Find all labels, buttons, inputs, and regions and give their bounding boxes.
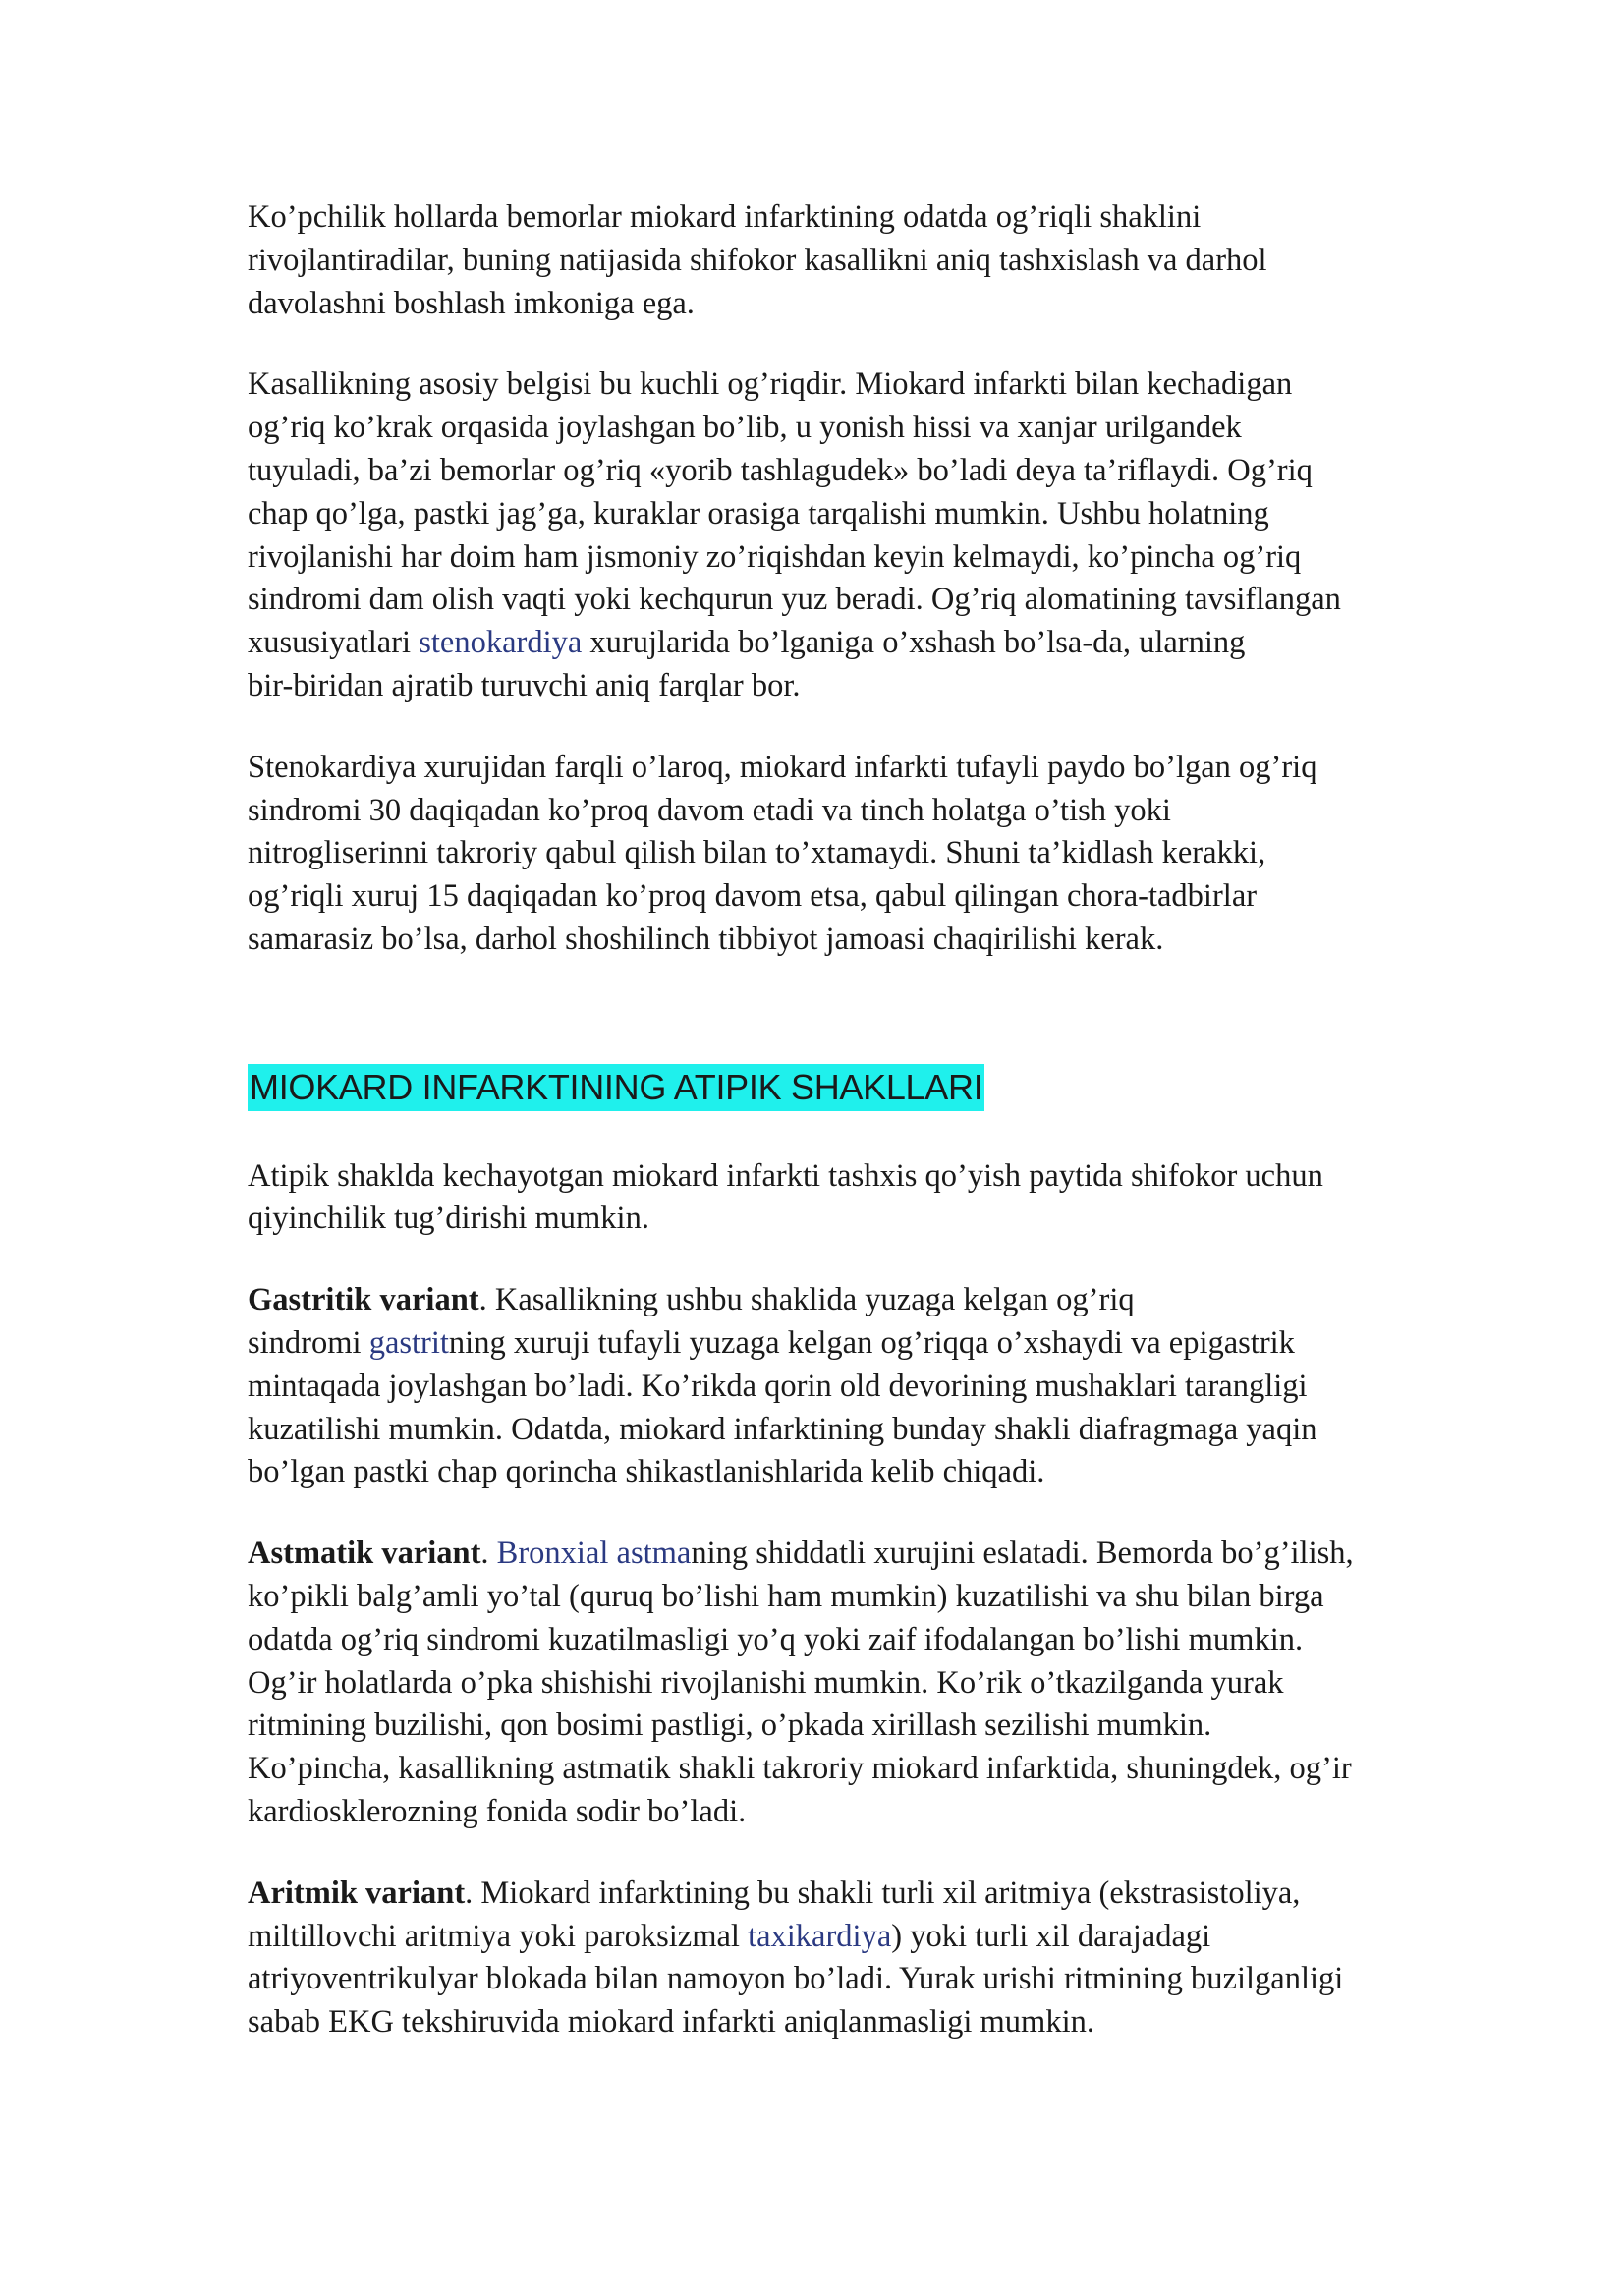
paragraph-asthmatic-variant [248,1533,1427,1834]
text-line: sindromi 30 daqiqadan ko’proq davom etadi va tinch holatga o’tish yoki [248,792,1171,828]
text-line: Stenokardiya xurujidan farqli o’laroq, miokard infarkti tufayli paydo bo’lgan og’riq [248,749,1317,785]
text-line [248,1873,1427,1916]
text-line: odatda og’riq sindromi kuzatilmasligi yo’q yoki zaif ifodalangan bo’lishi mumkin. [248,1621,1304,1657]
variant-title: Gastritik variant [248,1282,479,1318]
text-segment: ning shiddatli xurujini eslatadi. Bemorda bo’g’ilish, [691,1536,1354,1572]
text-line: og’riqli xuruj 15 daqiqadan ko’proq davom etsa, qabul qilingan chora-tadbirlar [248,878,1258,915]
paragraph-main-symptom [248,364,1427,707]
paragraph-arrhythmic-variant [248,1873,1427,2044]
link-bronxial-astma[interactable]: Bronxial astma [496,1536,692,1572]
text-line: samarasiz bo’lsa, darhol shoshilinch tibbiyot jamoasi chaqirilishi kerak. [248,921,1164,957]
text-line [248,1322,1427,1366]
text-line: sindromi dam olish vaqti yoki kechqurun yuz beradi. Og’riq alomatining tavsiflangan [248,582,1341,618]
text-segment: . Kasallikning ushbu shaklida yuzaga kelgan og’riq [478,1282,1135,1318]
text-line: sabab EKG tekshiruvida miokard infarkti aniqlanmasligi mumkin. [248,2004,1094,2041]
link-gastrit[interactable]: gastrit [368,1324,449,1361]
text-line: ritmining buzilishi, qon bosimi pastligi, o’pkada xirillash sezilishi mumkin. [248,1708,1212,1744]
text-line [248,1916,1427,1959]
text-line [248,1279,1427,1322]
text-line: mintaqada joylashgan bo’ladi. Ko’rikda qorin old devorining mushaklari tarangligi [248,1368,1308,1404]
text-segment: ) yoki turli xil darajadagi [891,1918,1211,1954]
paragraph-atypical-intro [248,1155,1427,1242]
text-line: chap qo’lga, pastki jag’ga, kuraklar orasiga tarqalishi mumkin. Ushbu holatning [248,495,1269,532]
paragraph-gastritic-variant [248,1279,1427,1494]
text-segment: . [480,1536,497,1572]
text-segment: ning xuruji tufayli yuzaga kelgan og’riqqa o’xshaydi va epigastrik [448,1324,1295,1361]
text-line: Og’ir holatlarda o’pka shishishi rivojlanishi mumkin. Ko’rik o’tkazilganda yurak [248,1664,1284,1701]
text-line [248,1533,1427,1576]
text-segment: xurujlarida bo’lganiga o’xshash bo’lsa-da, ularning [582,625,1246,661]
variant-title: Astmatik variant [248,1536,481,1572]
text-segment: xususiyatlari [248,625,420,661]
text-line: kardiosklerozning fonida sodir bo’ladi. [248,1793,747,1829]
text-line: atriyoventrikulyar blokada bilan namoyon bo’ladi. Yurak urishi ritmining buzilganligi [248,1961,1344,1997]
document-page [248,196,1427,2044]
variant-title: Aritmik variant [248,1875,466,1911]
text-line: ko’pikli balg’amli yo’tal (quruq bo’lishi ham mumkin) kuzatilishi va shu bilan birga [248,1578,1324,1614]
link-taxikardiya[interactable]: taxikardiya [748,1918,892,1954]
text-line: bo’lgan pastki chap qorincha shikastlanishlarida kelib chiqadi. [248,1454,1045,1490]
text-line: Ko’pchilik hollarda bemorlar miokard infarktining odatda og’riqli shaklini [248,199,1202,235]
text-line [248,622,1427,665]
link-stenokardiya[interactable]: stenokardiya [419,625,583,661]
text-line: davolashni boshlash imkoniga ega. [248,285,695,321]
text-line: qiyinchilik tug’dirishi mumkin. [248,1201,649,1237]
paragraph-intro [248,196,1427,325]
text-line: rivojlanishi har doim ham jismoniy zo’riqishdan keyin kelmaydi, ko’pincha og’riq [248,538,1302,575]
text-segment: . Miokard infarktining bu shakli turli xil aritmiya (ekstrasistoliya, [465,1875,1301,1911]
text-line: Ko’pincha, kasallikning astmatik shakli takroriy miokard infarktida, shuningdek, og’ir [248,1751,1352,1787]
paragraph-angina-difference [248,747,1427,962]
text-line: bir-biridan ajratib turuvchi aniq farqlar bor. [248,667,801,703]
text-line: nitrogliserinni takroriy qabul qilish bilan to’xtamaydi. Shuni ta’kidlash kerakki, [248,835,1266,871]
text-line: Atipik shaklda kechayotgan miokard infarkti tashxis qo’yish paytida shifokor uchun [248,1157,1323,1194]
text-line: kuzatilishi mumkin. Odatda, miokard infarktining bunday shakli diafragmaga yaqin [248,1411,1317,1447]
text-segment: miltillovchi aritmiya yoki paroksizmal [248,1918,749,1954]
text-line: Kasallikning asosiy belgisi bu kuchli og’riqdir. Miokard infarkti bilan kechadigan [248,366,1293,403]
section-heading: MIOKARD INFARKTINING ATIPIK SHAKLLARI [248,1064,984,1111]
text-line: tuyuladi, ba’zi bemorlar og’riq «yorib tashlagudek» bo’ladi deya ta’riflaydi. Og’riq [248,452,1313,488]
text-line: og’riq ko’krak orqasida joylashgan bo’lib, u yonish hissi va xanjar urilgandek [248,410,1242,446]
text-segment: sindromi [248,1324,369,1361]
text-line: rivojlantiradilar, buning natijasida shifokor kasallikni aniq tashxislash va darhol [248,242,1267,278]
